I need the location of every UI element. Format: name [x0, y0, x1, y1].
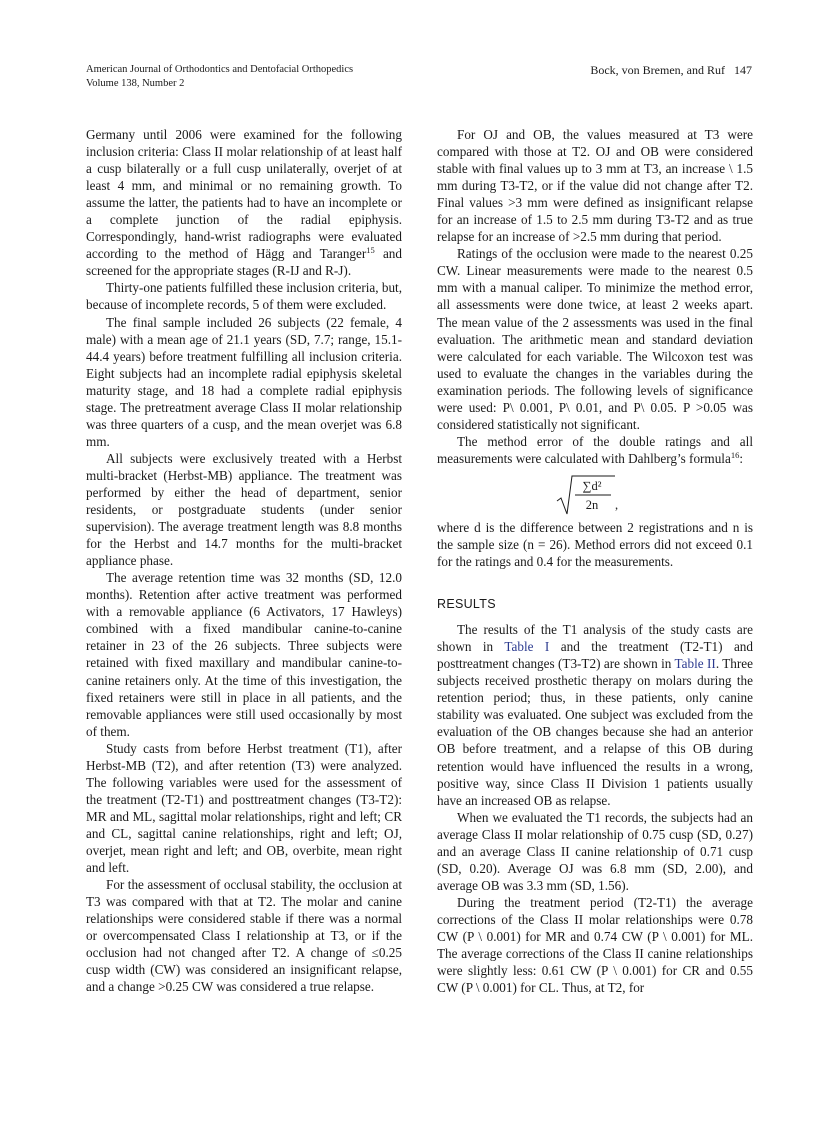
- paragraph: where d is the difference between 2 registrations and n is the sample size (n = 26). Method errors did not exceed 0.1 for the ratings and 0.4 for the measurements.: [437, 519, 753, 570]
- table-link[interactable]: Table I: [504, 639, 550, 655]
- table-link[interactable]: Table II: [674, 656, 716, 672]
- section-heading-results: RESULTS: [437, 597, 496, 612]
- reference-citation[interactable]: 15: [366, 245, 375, 256]
- formula-numerator: ∑d²: [582, 478, 602, 493]
- paragraph: When we evaluated the T1 records, the subjects had an average Class II molar relationship of 0.75 cusp (SD, 0.27) and an average Class II canine relationship of 0.71 cusp (SD, 0.20). Average OJ was 6.8 mm (SD, 2.00), and average OB was 3.3 mm (SD, 1.56).: [437, 809, 753, 893]
- paragraph: During the treatment period (T2-T1) the average corrections of the Class II molar relationships were 0.78 CW (P \ 0.001) for MR and 0.74 CW (P \ 0.001) for ML. The average corrections of the Class II canine relationships were slightly less: 0.61 CW (P \ 0.001) for CR and 0.55 CW (P \ 0.001) for CL. Thus, at T2, for: [437, 894, 753, 996]
- paragraph: The results of the T1 analysis of the study casts are shown in Table I and the treatment (T2-T1) and posttreatment changes (T3-T2) are shown in Table II. Three subjects received prosthetic therapy on molars during the retention period; thus, in these patients, only canine stability was evaluated. One subject was excluded from the evaluation of the OB changes because she had an anterior OB before treatment, and a relapse of this OB during retention would have influenced the results in a wrong, positive way, since Class II Division 1 patients usually have an increased OB as relapse.: [437, 622, 753, 808]
- right-column: [437, 126, 753, 996]
- page-number: 147: [734, 63, 752, 77]
- paragraph: For OJ and OB, the values measured at T3 were compared with those at T2. OJ and OB were considered stable with final values up to 3 mm at T3, an increase \ 1.5 mm during T3-T2, or if the value did not change after T2. Final values >3 mm were defined as insignificant relapse for an increase of 1.5 to 2.5 mm during T3-T2 and as true relapse for an increase of >2.5 mm during that period.: [437, 127, 753, 245]
- formula-denominator: 2n: [585, 497, 599, 512]
- reference-citation[interactable]: 16: [730, 449, 740, 460]
- formula-comma: ,: [615, 497, 619, 512]
- journal-volume: Volume 138, Number 2: [86, 78, 185, 89]
- paragraph: For the assessment of occlusal stability, the occlusion at T3 was compared with that at T2. The molar and canine relationships were considered stable if there was a normal or overcompensated Class I relationship at T3, or if the occlusion had not changed after T2. A change of ≤0.25 cusp width (CW) was considered an insignificant relapse, and a change >0.25 CW was considered a true relapse.: [86, 877, 402, 995]
- author-names: Bock, von Bremen, and Ruf: [590, 63, 725, 77]
- left-column: [86, 126, 402, 995]
- paragraph: The final sample included 26 subjects (22 female, 4 male) with a mean age of 21.1 years (SD, 7.7; range, 15.1-44.4 years) before treatment fulfilling all inclusion criteria. Eight subjects had an incomplete radial epiphysis skeletal maturity stage, and 18 had a complete radial epiphysis stage. The pretreatment average Class II molar relationship was three quarters of a cusp, and the mean overjet was 6.8 mm.: [86, 314, 402, 449]
- paragraph: Ratings of the occlusion were made to the nearest 0.25 CW. Linear measurements were made to the nearest 0.5 mm with a manual caliper. To minimize the method error, all assessments were done twice, at least 2 weeks apart. The mean value of the 2 assessments was used in the final evaluation. The arithmetic mean and standard deviation were calculated for each variable. The Wilcoxon test was used to evaluate the changes in the variables during the examination periods. The following levels of significance were used: P\ 0.001, P\ 0.01, and P\ 0.05. P >0.05 was considered statistically not significant.: [437, 246, 753, 432]
- paragraph: The average retention time was 32 months (SD, 12.0 months). Retention after active treatment was performed with a removable appliance (6 Activators, 17 Hawleys) combined with a fixed mandibular canine-to-canine retainer in 23 of the 26 subjects. Three subjects were retained with fixed maxillary and mandibular canine-to-canine retainers only. At the time of this investigation, the fixed retainers were still in place in all patients, and the removable appliances were still used occasionally by most of them.: [86, 570, 402, 739]
- paragraph: The method error of the double ratings and all measurements were calculated with Dahlberg’s formula$^{16}$:: [437, 433, 753, 466]
- journal-info: [86, 63, 353, 91]
- journal-title: American Journal of Orthodontics and Dentofacial Orthopedics: [86, 64, 354, 75]
- paragraph: Thirty-one patients fulfilled these inclusion criteria, but, because of incomplete records, 5 of them were excluded.: [86, 280, 402, 313]
- paragraph: Study casts from before Herbst treatment (T1), after Herbst-MB (T2), and after retention (T3) were analyzed. The following variables were used for the assessment of the treatment (T2-T1) and posttreatment changes (T3-T2): MR and ML, sagittal molar relationships, right and left; CR and CL, sagittal canine relationships, right and left; OJ, overjet, mean right and left; and OB, overbite, mean right and left.: [86, 740, 402, 876]
- paragraph: Germany until 2006 were examined for the following inclusion criteria: Class II molar relationship of at least half a cusp bilaterally or a full cusp unilaterally, overjet of at least 4 mm, and minimal or no remaining growth. To assume the latter, the patients had to have an incomplete or a complete junction of the radial epiphysis. Correspondingly, hand-wrist radiographs were evaluated according to the method of Hägg and Taranger$^{15}$ and screened for the appropriate stages (R-IJ and R-J).: [86, 127, 402, 279]
- dahlberg-formula: [437, 473, 753, 517]
- author-page-info: [590, 63, 752, 77]
- formula-graphic: [555, 473, 635, 517]
- paragraph: All subjects were exclusively treated with a Herbst multi-bracket (Herbst-MB) appliance. The treatment was performed by either the head of department, senior residents, or postgraduate students (under senior supervision). The average treatment length was 8.8 months for the Herbst and 14.7 months for the multi-bracket appliance phase.: [86, 450, 402, 569]
